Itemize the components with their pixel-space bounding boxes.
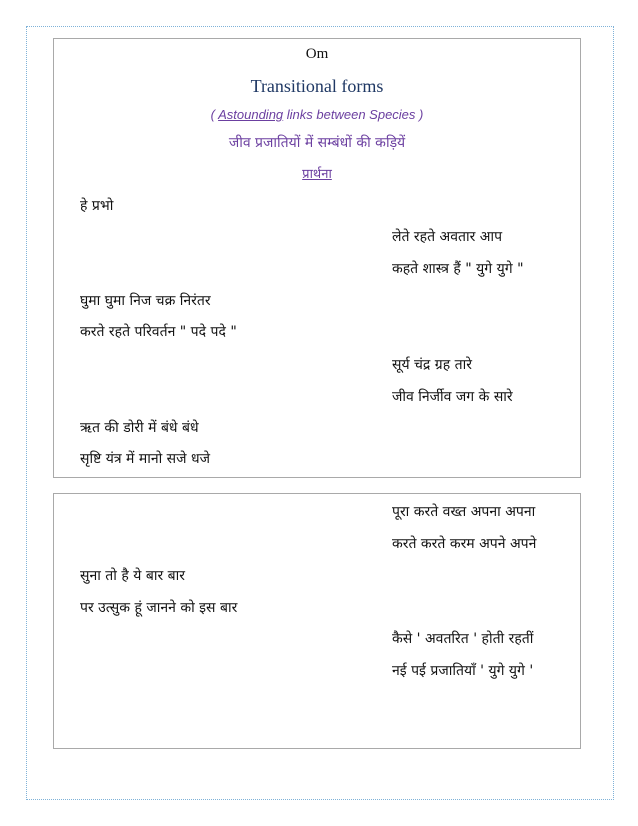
verse-line: जीव निर्जीव जग के सारे xyxy=(392,389,513,405)
verse-line: सुना तो है ये बार बार xyxy=(80,568,185,584)
verse-line: करते रहते परिवर्तन " पदे पदे " xyxy=(80,324,237,340)
verse-line: नई पई प्रजातियाँ ' युगे युगे ' xyxy=(392,663,534,679)
verse-line: घुमा घुमा निज चक्र निरंतर xyxy=(80,293,211,309)
text-box-upper xyxy=(53,38,581,478)
document-title: Transitional forms xyxy=(250,76,384,96)
subtitle-underlined-word: Astounding xyxy=(218,107,284,122)
verse-line: करते करते करम अपने अपने xyxy=(392,536,537,552)
document-subtitle xyxy=(53,108,581,121)
verse-line: पूरा करते वख्त अपना अपना xyxy=(392,504,536,520)
verse-line: लेते रहते अवतार आप xyxy=(392,229,503,245)
prayer-heading: प्रार्थना xyxy=(302,167,332,182)
subtitle-rest: links between Species ) xyxy=(283,107,424,122)
text-box-lower xyxy=(53,493,581,749)
verse-line: कैसे ' अवतरित ' होती रहतीं xyxy=(392,631,534,647)
verse-line: सूर्य चंद्र ग्रह तारे xyxy=(392,357,472,373)
om-heading: Om xyxy=(305,46,329,62)
verse-line: कहते शास्त्र हैं " युगे युगे " xyxy=(392,261,524,277)
verse-line: ऋत की डोरी में बंधे बंधे xyxy=(80,420,199,436)
verse-line: हे प्रभो xyxy=(80,198,114,214)
verse-line: पर उत्सुक हूं जानने को इस बार xyxy=(80,600,238,616)
subtitle-open: ( xyxy=(210,107,219,122)
verse-line: सृष्टि यंत्र में मानो सजे धजे xyxy=(80,451,210,467)
hindi-title: जीव प्रजातियों में सम्बंधों की कड़ियें xyxy=(228,135,406,151)
